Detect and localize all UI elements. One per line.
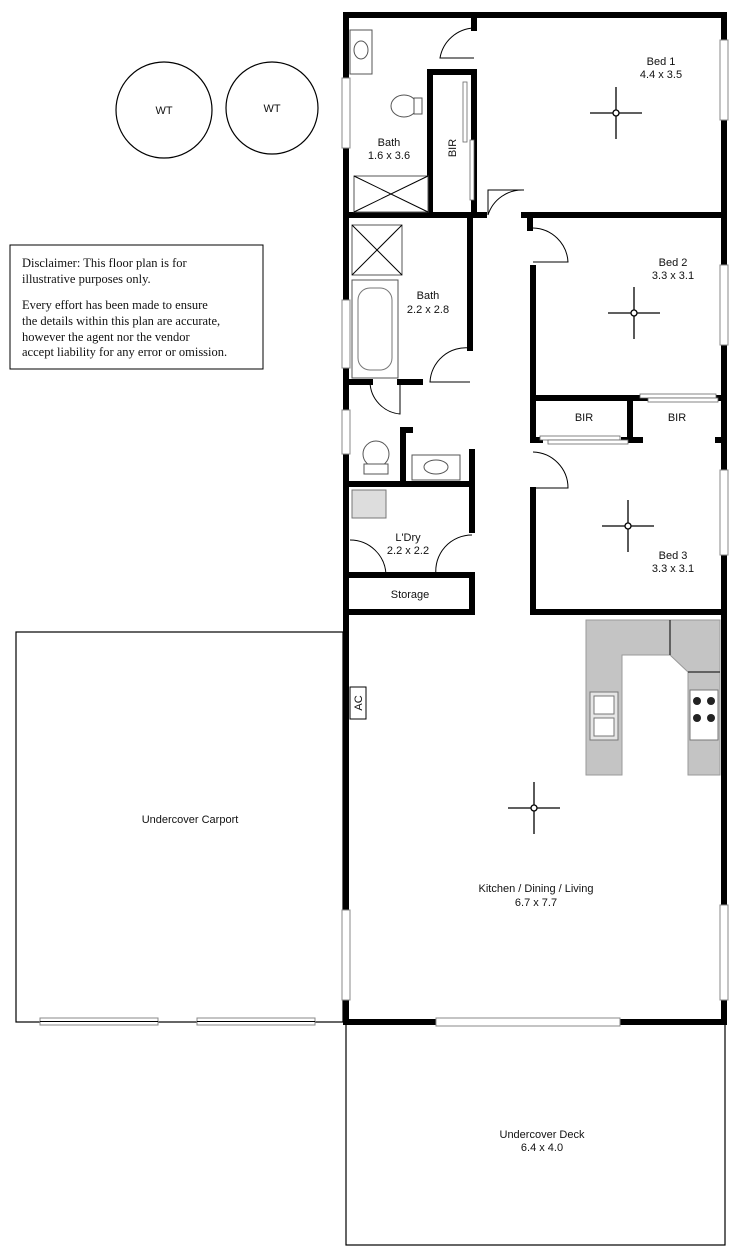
ac-label: AC <box>353 695 365 711</box>
room-name-bed2: Bed 2 <box>658 257 688 269</box>
room-size-bath1: 1.6 x 3.6 <box>367 150 411 162</box>
room-name-deck: Undercover Deck <box>499 1129 585 1141</box>
room-name-bed1: Bed 1 <box>646 56 676 68</box>
water-tank-2-label: WT <box>263 103 281 115</box>
room-size-bed1: 4.4 x 3.5 <box>639 69 683 81</box>
room-name-storage: Storage <box>390 589 430 601</box>
disclaimer-line: the details within this plan are accurate, <box>22 314 221 328</box>
disclaimer-line: accept liability for any error or omission. <box>22 345 228 359</box>
room-size-bed3: 3.3 x 3.1 <box>651 563 695 575</box>
ceiling-fans <box>508 87 660 834</box>
room-name-carport: Undercover Carport <box>141 814 239 826</box>
room-size-living: 6.7 x 7.7 <box>514 897 558 909</box>
water-tank-1 <box>116 62 212 158</box>
disclaimer-line: Disclaimer: This floor plan is for <box>22 256 187 270</box>
room-size-laundry: 2.2 x 2.2 <box>386 545 430 557</box>
disclaimer-box <box>10 245 263 369</box>
room-name-living: Kitchen / Dining / Living <box>478 883 594 895</box>
carport-outline <box>16 632 343 1022</box>
room-size-deck: 6.4 x 4.0 <box>520 1142 564 1154</box>
room-name-bir3: BIR <box>667 412 687 424</box>
room-size-bath2: 2.2 x 2.8 <box>406 304 450 316</box>
room-size-bed2: 3.3 x 3.1 <box>651 270 695 282</box>
room-name-laundry: L'Dry <box>395 532 421 544</box>
room-name-bed3: Bed 3 <box>658 550 688 562</box>
room-name-bath1: Bath <box>377 137 401 149</box>
water-tank-2 <box>226 62 318 154</box>
water-tank-1-label: WT <box>155 105 173 117</box>
room-name-bir2: BIR <box>574 412 594 424</box>
room-name-bath2: Bath <box>416 290 440 302</box>
disclaimer-line: Every effort has been made to ensure <box>22 298 208 312</box>
disclaimer-line: however the agent nor the vendor <box>22 330 190 344</box>
disclaimer-line: illustrative purposes only. <box>22 272 151 286</box>
room-name-bir1: BIR <box>447 138 459 158</box>
ac-unit <box>350 687 366 719</box>
